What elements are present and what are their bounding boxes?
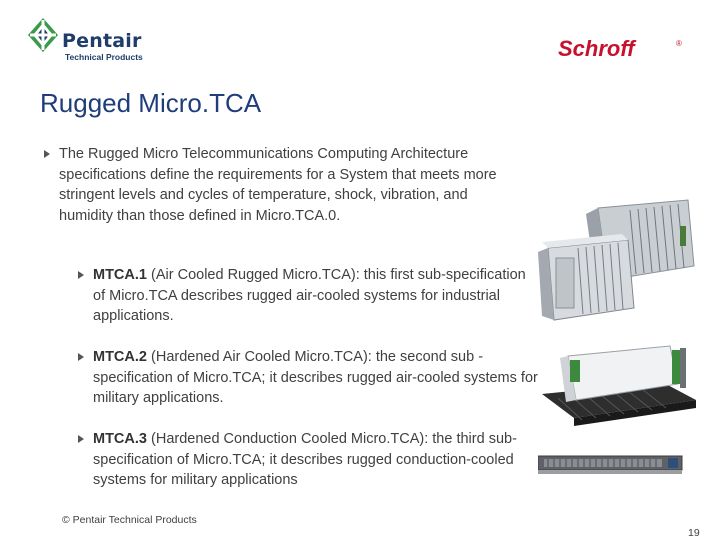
sub-bullet-term: MTCA.2 (93, 349, 147, 365)
pentair-logo (28, 18, 168, 64)
bullet-arrow-icon (78, 271, 84, 279)
sub-bullet-text (93, 347, 538, 409)
bullet-arrow-icon (78, 353, 84, 361)
bullet-arrow-icon (44, 150, 50, 158)
sub-bullet-description: (Air Cooled Rugged Micro.TCA): this first sub-specification of Micro.TCA describes rugged air-cooled systems for industrial applications. (93, 267, 526, 324)
schroff-wordmark: Schroff (558, 36, 635, 61)
title-divider (0, 80, 720, 81)
sub-bullet-term: MTCA.3 (93, 431, 147, 447)
sub-bullet-mtca3 (78, 429, 528, 491)
pentair-name: Pentair (62, 30, 142, 52)
sub-bullet-mtca2 (78, 347, 538, 409)
schroff-registered-mark: ® (676, 39, 682, 48)
mtca3-module-image (538, 452, 688, 478)
pentair-subtitle: Technical Products (65, 52, 143, 62)
sub-bullet-description: (Hardened Air Cooled Micro.TCA): the second sub -specification of Micro.TCA; it describes rugged air-cooled systems for military applications. (93, 349, 538, 406)
sub-bullet-text (93, 429, 528, 491)
mtca1-chassis-image (538, 196, 698, 326)
bullet-arrow-icon (78, 435, 84, 443)
main-bullet (44, 144, 524, 226)
sub-bullet-mtca1 (78, 265, 538, 327)
main-bullet-text: The Rugged Micro Telecommunications Computing Architecture specifications define the requirements for a System that meets more stringent levels and cycles of temperature, shock, vibration, and humidity than those defined in Micro.TCA.0. (59, 146, 497, 224)
page-number: 19 (688, 527, 700, 539)
sub-bullet-text (93, 265, 538, 327)
footer-copyright: © Pentair Technical Products (62, 514, 197, 526)
mtca2-chassis-image (538, 342, 698, 434)
pentair-mark-icon (28, 18, 58, 52)
sub-bullet-description: (Hardened Conduction Cooled Micro.TCA): the third sub-specification of Micro.TCA; it describes rugged conduction-cooled systems for military applications (93, 431, 517, 488)
schroff-logo (556, 34, 686, 64)
slide-title: Rugged Micro.TCA (40, 88, 262, 118)
sub-bullet-term: MTCA.1 (93, 267, 147, 283)
